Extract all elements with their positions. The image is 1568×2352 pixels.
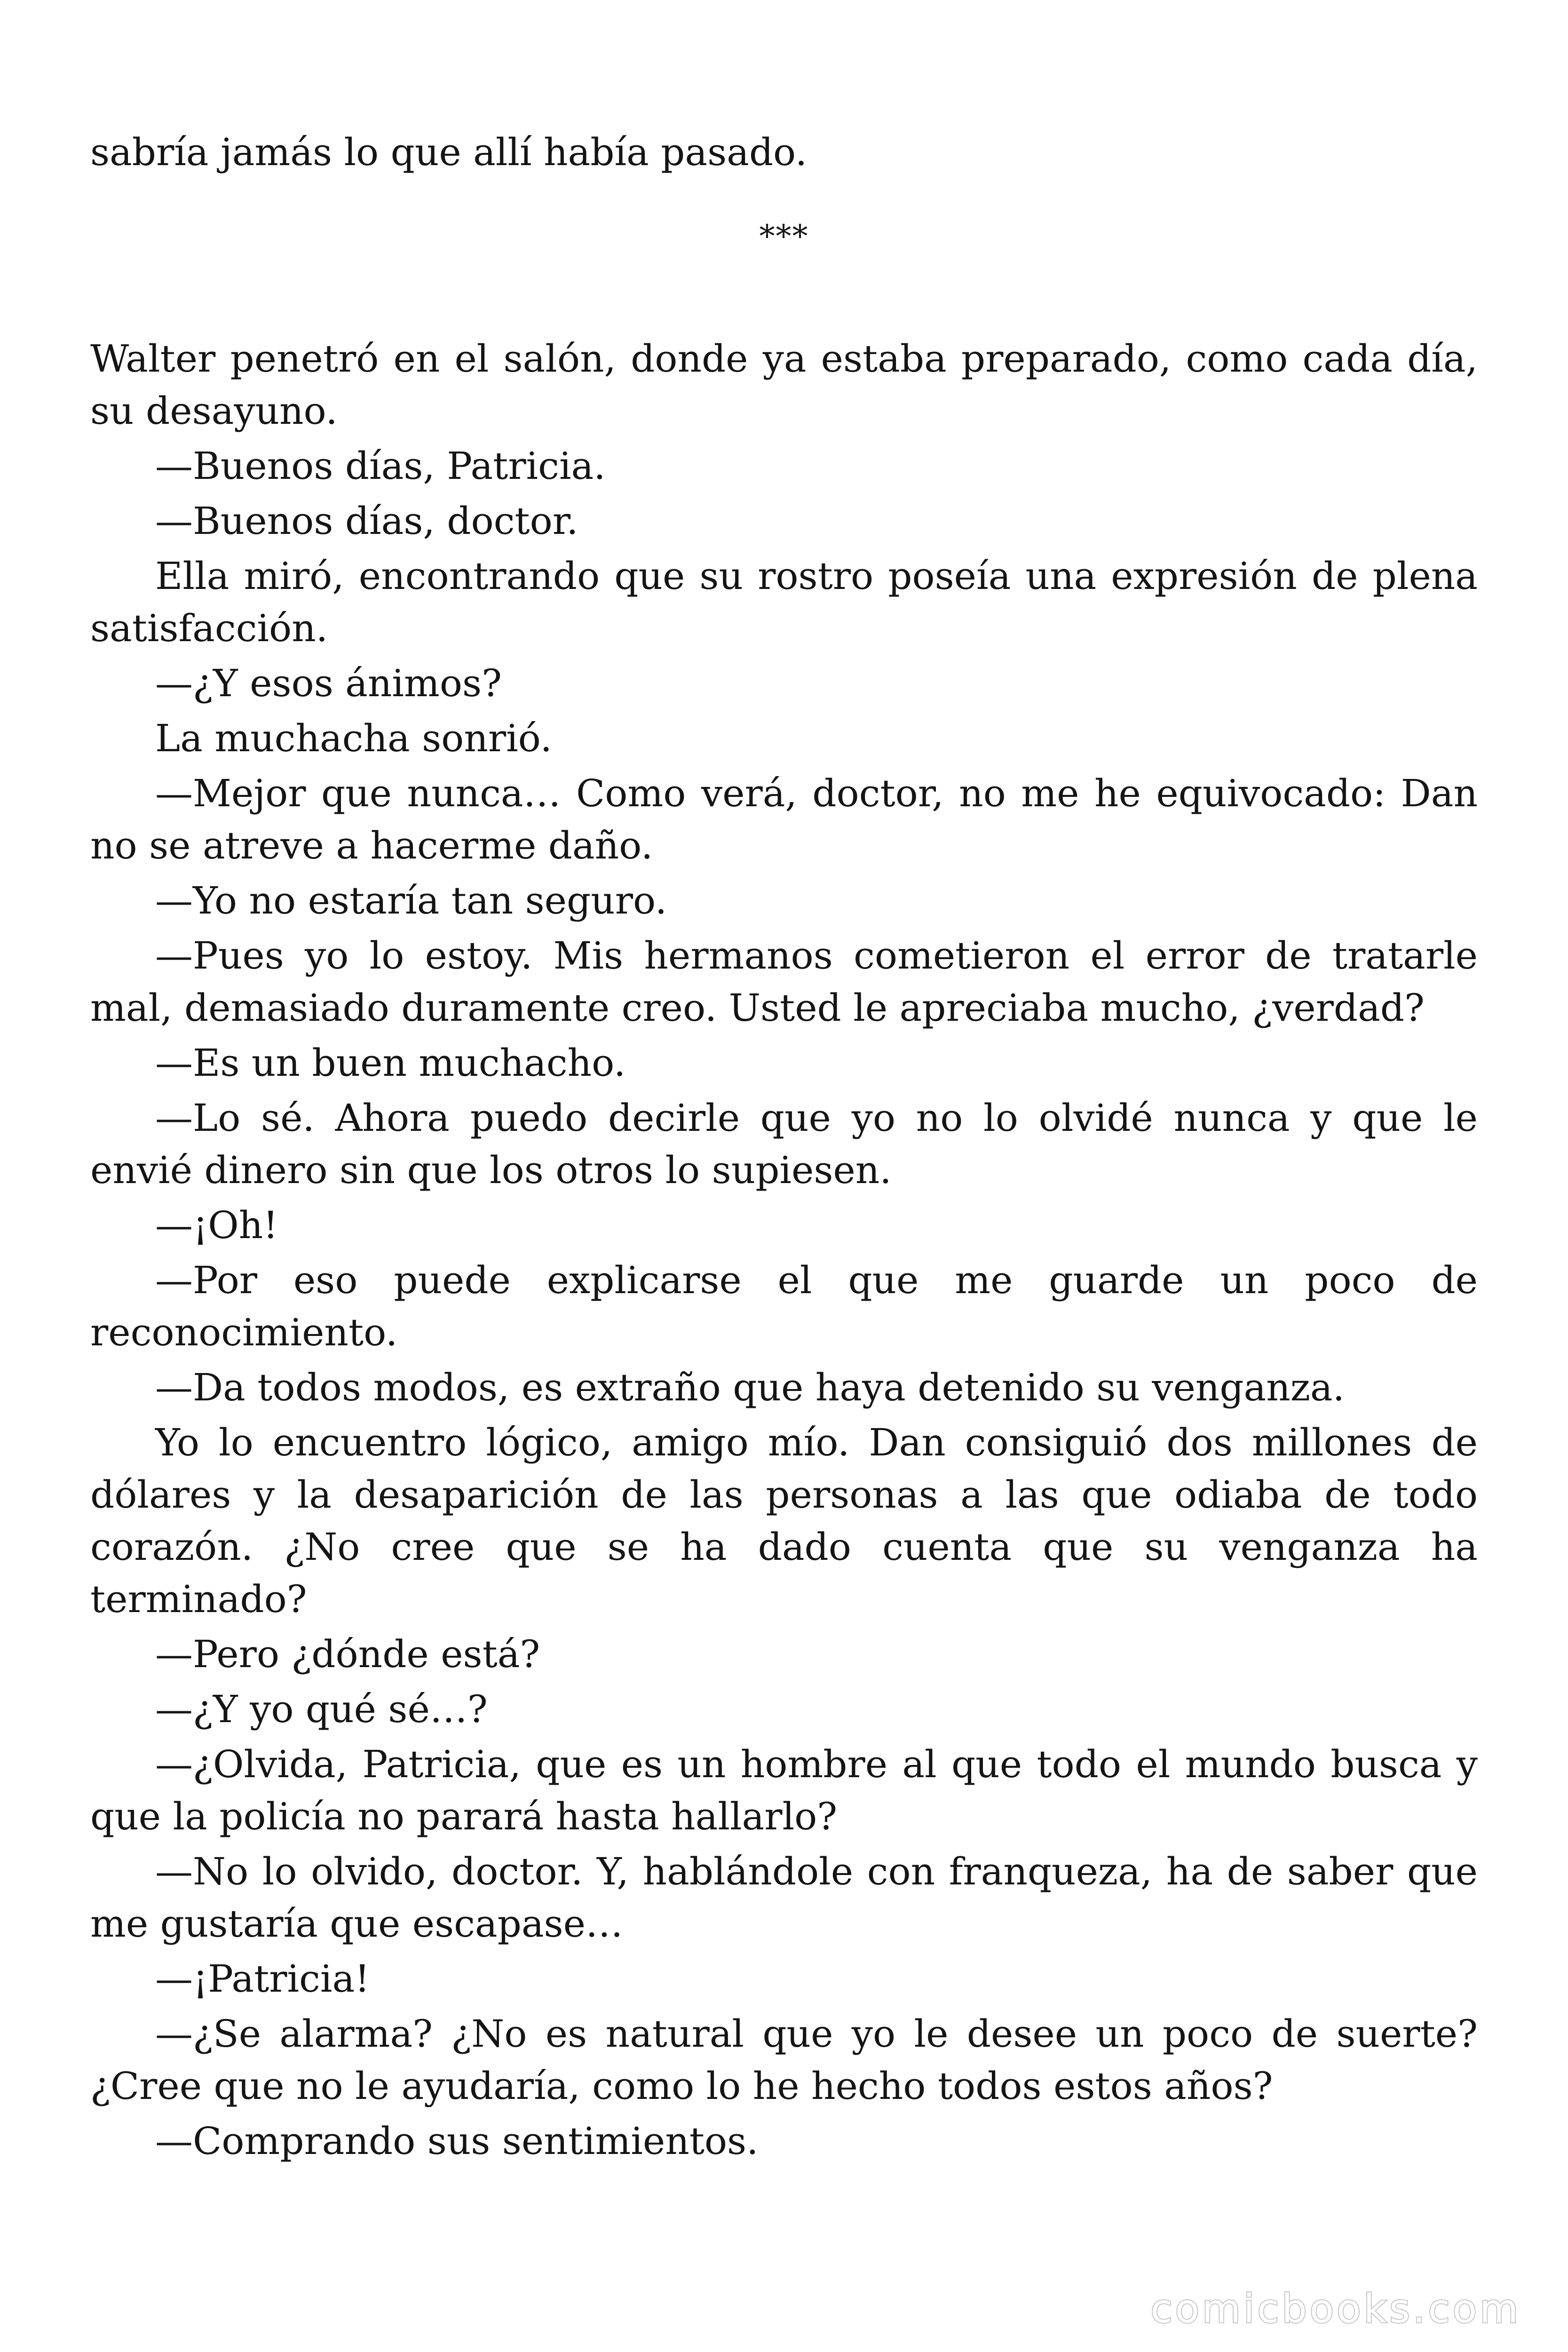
paragraph: —No lo olvido, doctor. Y, hablándole con franqueza, ha de saber que me gustaría que escapase… xyxy=(90,1850,1478,1946)
continued-text xyxy=(90,126,1478,178)
paragraph: —Buenos días, doctor. xyxy=(155,499,578,543)
paragraph: —Yo no estaría tan seguro. xyxy=(155,879,667,922)
paragraph: —Por eso puede explicarse el que me guarde un poco de reconocimiento. xyxy=(90,1258,1478,1354)
paragraph: —¿Se alarma? ¿No es natural que yo le desee un poco de suerte? ¿Cree que no le ayudaría, como lo he hecho todos estos años? xyxy=(90,2012,1478,2108)
paragraph: —¿Y esos ánimos? xyxy=(155,661,502,705)
paragraph: —¿Y yo qué sé…? xyxy=(155,1687,488,1731)
watermark: comicbooks.com xyxy=(1150,2286,1521,2332)
paragraph: —Pero ¿dónde está? xyxy=(155,1632,540,1676)
paragraph: La muchacha sonrió. xyxy=(155,716,552,760)
body-text xyxy=(90,333,1478,2170)
paragraph: —Buenos días, Patricia. xyxy=(155,444,606,488)
paragraph: —Lo sé. Ahora puedo decirle que yo no lo olvidé nunca y que le envié dinero sin que los otros lo supiesen. xyxy=(90,1096,1478,1192)
paragraph: —¿Olvida, Patricia, que es un hombre al que todo el mundo busca y que la policía no parará hasta hallarlo? xyxy=(90,1742,1478,1838)
paragraph: —Da todos modos, es extraño que haya detenido su venganza. xyxy=(155,1366,1345,1409)
paragraph: Walter penetró en el salón, donde ya estaba preparado, como cada día, su desayuno. xyxy=(90,337,1478,433)
scene-separator: *** xyxy=(759,218,809,254)
paragraph: —Comprando sus sentimientos. xyxy=(155,2119,759,2163)
paragraph: Yo lo encuentro lógico, amigo mío. Dan consiguió dos millones de dólares y la desaparición de las personas a las que odiaba de todo corazón. ¿No cree que se ha dado cuenta que su venganza ha terminado? xyxy=(90,1421,1478,1621)
paragraph: —Mejor que nunca… Como verá, doctor, no me he equivocado: Dan no se atreve a hacerme daño. xyxy=(90,771,1478,867)
paragraph: Ella miró, encontrando que su rostro poseía una expresión de plena satisfacción. xyxy=(90,554,1478,650)
opening-line: sabría jamás lo que allí había pasado. xyxy=(90,130,808,174)
paragraph: —¡Oh! xyxy=(155,1203,278,1247)
paragraph: —¡Patricia! xyxy=(155,1957,370,2001)
paragraph: —Pues yo lo estoy. Mis hermanos cometieron el error de tratarle mal, demasiado duramente creo. Usted le apreciaba mucho, ¿verdad? xyxy=(90,934,1478,1030)
paragraph: —Es un buen muchacho. xyxy=(155,1041,626,1085)
